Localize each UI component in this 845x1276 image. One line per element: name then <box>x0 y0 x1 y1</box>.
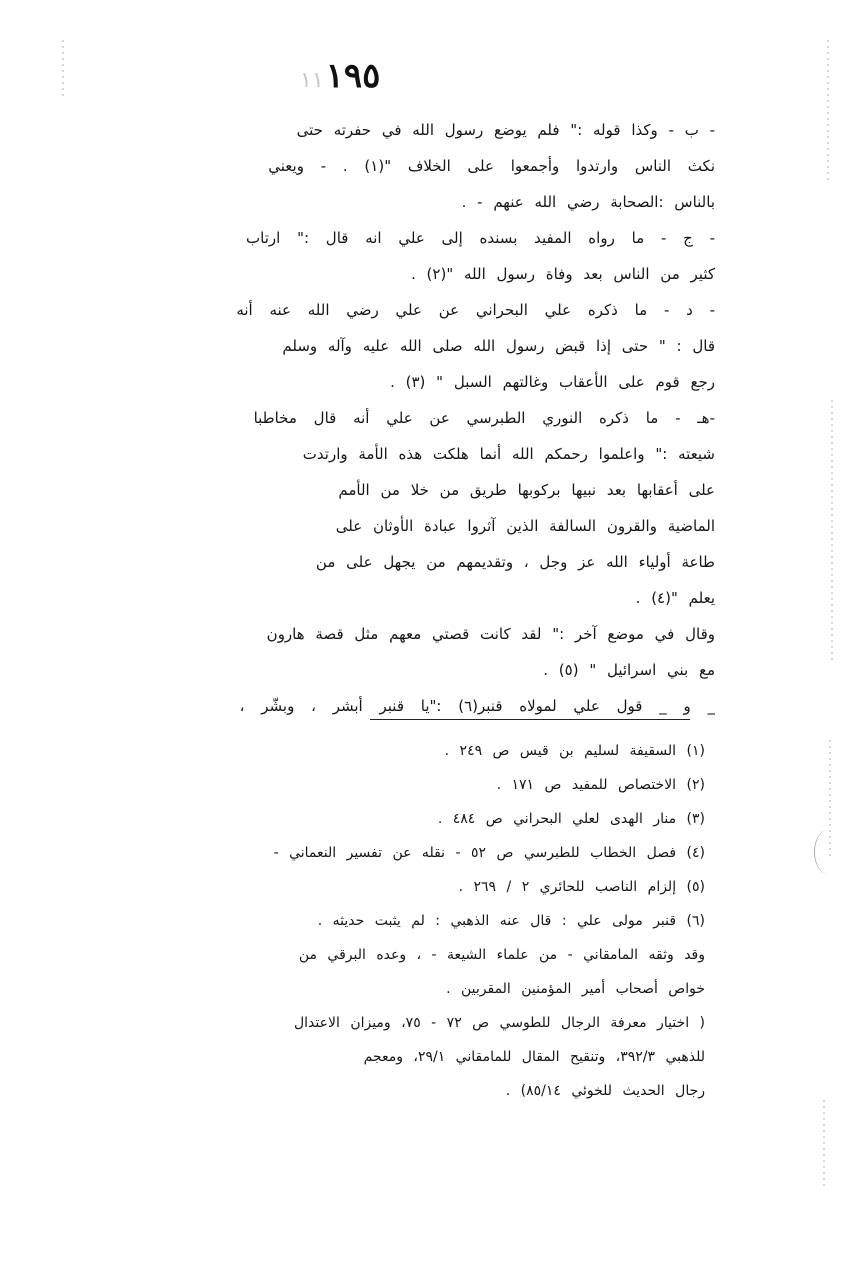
text-line: وقال في موضع آخر :" لقد كانت قصتي معهم مثل قصة هارون <box>266 625 715 643</box>
footnote-line: (٢) الاختصاص للمفيد ص ١٧١ . <box>496 777 705 793</box>
page-number <box>300 56 420 96</box>
page-number-value: ١٩٥ <box>325 56 381 96</box>
footnote-line: وقد وثقه المامقاني - من علماء الشيعة - ، وعده البرقي من <box>298 947 705 963</box>
text-line: الماضية والقرون السالفة الذين آثروا عبادة الأوثان على <box>335 517 715 535</box>
scan-artifact <box>831 400 833 660</box>
footnote-line: (٦) قنبر مولى علي : قال عنه الذهبي : لم يثبت حديثه . <box>317 913 705 929</box>
text-line: _ و _ قول علي لمولاه قنبر(٦) :"يا قنبر أبشر ، وبشّر ، <box>239 697 715 715</box>
footnote-line: (٣) منار الهدى لعلي البحراني ص ٤٨٤ . <box>437 811 705 827</box>
footnote-line: ( اختيار معرفة الرجال للطوسي ص ٧٢ - ٧٥، وميزان الاعتدال <box>294 1015 705 1031</box>
text-line: كثير من الناس بعد وفاة رسول الله "(٢) . <box>411 265 715 283</box>
scan-artifact <box>62 40 64 100</box>
footnote-line: للذهبي ٣٩٢/٣، وتنقيح المقال للمامقاني ٢٩/١، ومعجم <box>363 1049 705 1065</box>
footnote-line: (٥) إلزام الناصب للحائري ٢ / ٢٦٩ . <box>458 879 705 895</box>
footnotes <box>115 734 705 1108</box>
text-line: على أعقابها بعد نبيها بركوبها طريق من خلا من الأمم <box>338 481 715 499</box>
footnote-separator <box>370 719 690 720</box>
text-line: - ج - ما رواه المفيد بسنده إلى علي انه قال :" ارتاب <box>246 229 715 247</box>
text-line: رجع قوم على الأعقاب وغالتهم السبل " (٣) . <box>390 373 715 391</box>
scan-artifact <box>827 40 829 180</box>
text-line: شيعته :" واعلموا رحمكم الله أنما هلكت هذه الأمة وارتدت <box>302 445 715 463</box>
text-line: يعلم "(٤) . <box>635 589 715 607</box>
text-line: - د - ما ذكره علي البحراني عن علي رضي الله عنه أنه <box>236 301 715 319</box>
footnote-line: (١) السقيفة لسليم بن قيس ص ٢٤٩ . <box>444 743 705 759</box>
text-line: - ب - وكذا قوله :" فلم يوضع رسول الله في حفرته حتى <box>296 121 715 139</box>
main-text <box>115 112 715 724</box>
text-line: -هـ - ما ذكره النوري الطبرسي عن علي أنه قال مخاطبا <box>253 409 715 427</box>
footnote-line: (٤) فصل الخطاب للطبرسي ص ٥٢ - نقله عن تفسير النعماني - <box>273 845 705 861</box>
page-number-ghost: ١١ <box>300 68 324 93</box>
text-line: نكث الناس وارتدوا وأجمعوا على الخلاف "(١) . - ويعني <box>268 157 715 175</box>
scan-artifact <box>823 1100 825 1190</box>
text-line: طاعة أولياء الله عز وجل ، وتقديمهم من يجهل على من <box>315 553 715 571</box>
margin-bracket-mark <box>814 830 841 874</box>
text-line: قال : " حتى إذا قبض رسول الله صلى الله عليه وآله وسلم <box>282 337 715 355</box>
text-line: بالناس :الصحابة رضي الله عنهم - . <box>461 193 715 211</box>
footnote-line: خواص أصحاب أمير المؤمنين المقربين . <box>446 981 705 997</box>
text-line: مع بني اسرائيل " (٥) . <box>543 661 715 679</box>
footnote-line: رجال الحديث للخوئي ٨٥/١٤) . <box>505 1083 705 1099</box>
